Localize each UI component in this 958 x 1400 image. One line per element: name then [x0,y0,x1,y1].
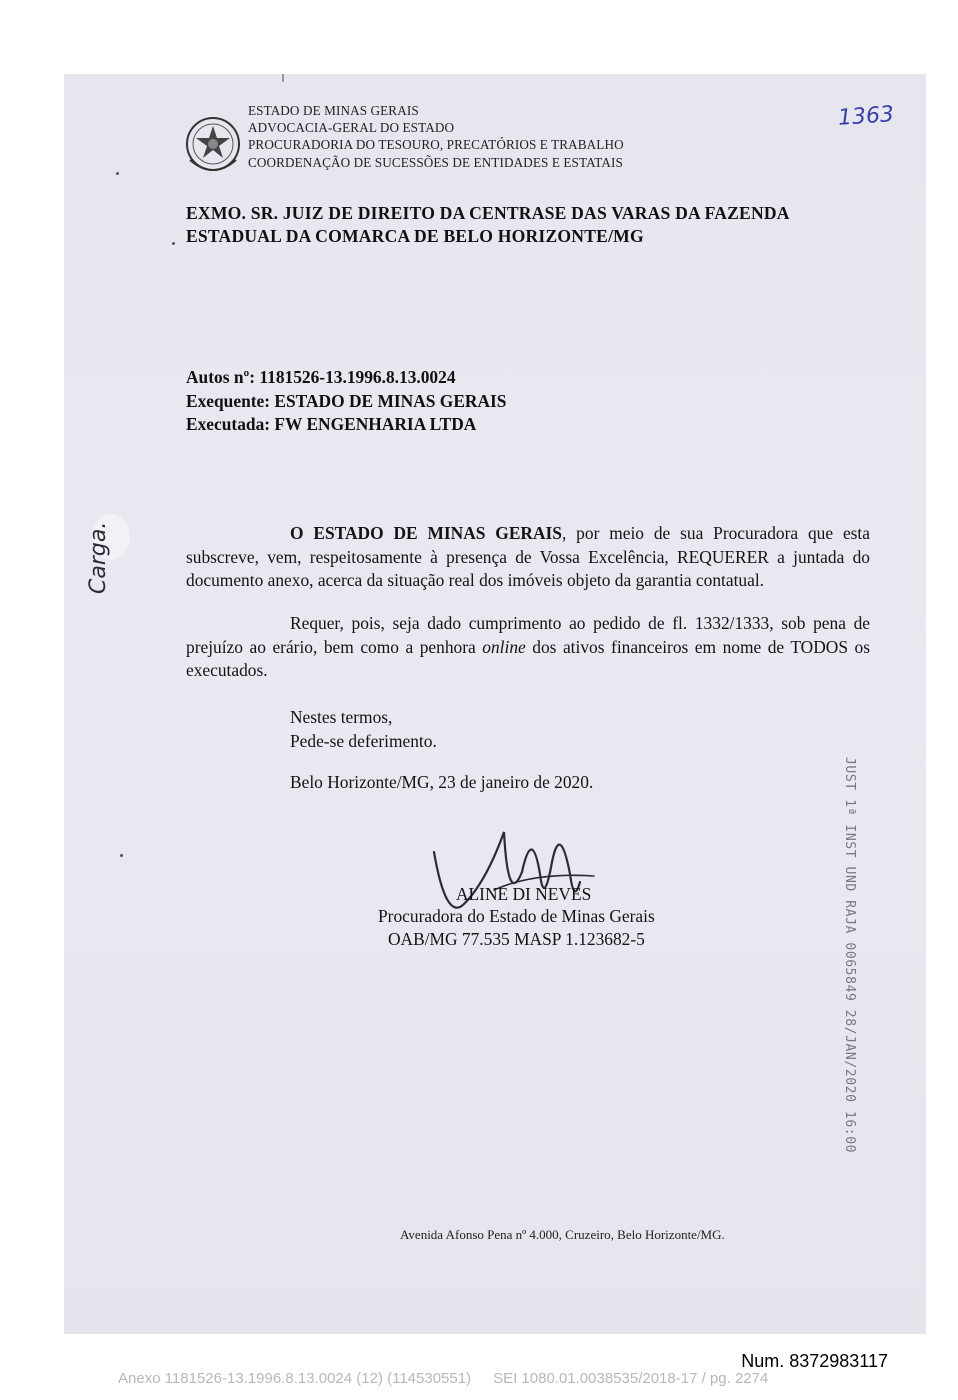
folio-number: 1363 [837,102,895,131]
scan-mark [282,74,284,82]
footer-process: SEI 1080.01.0038535/2018-17 / pg. 2274 [493,1370,769,1387]
addressee-line: ESTADUAL DA COMARCA DE BELO HORIZONTE/MG [186,226,644,246]
paragraph-text: , por meio de sua Procuradora que esta subscreve, vem, respeitosamente à presença de Vossa Excelência, REQUERER a juntada do documento anexo, acerca da situação real dos imóveis objeto da garantia contatual. [186,523,870,591]
paragraph-request [186,522,870,593]
footer-attachment: Anexo 1181526-13.1996.8.13.0024 (12) (114530551) [118,1370,472,1387]
page-footer [118,1370,840,1387]
closing-line: Nestes termos, [290,707,393,727]
case-plaintiff: Exequente: ESTADO DE MINAS GERAIS [186,390,507,411]
protocol-stamp: JUST 1ª INST UND RAJA 0065849 28/JAN/2020 16:00 [842,757,857,1154]
signer-registration: OAB/MG 77.535 MASP 1.123682-5 [388,929,645,949]
addressee-line: EXMO. SR. JUIZ DE DIREITO DA CENTRASE DAS VARAS DA FAZENDA [186,203,790,223]
document-number: Num. 8372983117 [741,1351,888,1371]
letterhead [248,102,624,171]
paragraph-text: dos ativos financeiros em nome de TODOS os executados. [186,636,871,681]
paragraph-italic: online [482,636,526,657]
case-number: Autos nº: 1181526-13.1996.8.13.0024 [186,367,456,387]
case-defendant: Executada: FW ENGENHARIA LTDA [186,414,477,434]
letterhead-line: ADVOCACIA-GERAL DO ESTADO [248,120,455,136]
letterhead-line: ESTADO DE MINAS GERAIS [248,103,419,118]
letterhead-line: COORDENAÇÃO DE SUCESSÕES DE ENTIDADES E ESTATAIS [248,154,623,170]
case-info [186,366,506,437]
closing [290,706,437,753]
signer-role: Procuradora do Estado de Minas Gerais [378,906,655,926]
scan-speck [120,854,123,857]
paragraph-petition [186,612,870,683]
scan-speck [116,172,119,175]
signer-name: ALINE DI NEVES [456,884,592,904]
closing-line: Pede-se deferimento. [290,730,437,751]
state-seal-icon [184,114,242,176]
place-date: Belo Horizonte/MG, 23 de janeiro de 2020. [290,772,594,792]
scan-speck [172,242,175,245]
paragraph-text: Requer, pois, seja dado cumprimento ao pedido de fl. 1332/1333, sob pena de prejuízo ao erário, bem como a penhora [186,613,870,657]
margin-note: Carga. [86,521,111,594]
addressee [186,202,876,248]
office-address: Avenida Afonso Pena nº 4.000, Cruzeiro, Belo Horizonte/MG. [400,1227,725,1242]
scanned-page [64,74,926,1334]
letterhead-line: PROCURADORIA DO TESOURO, PRECATÓRIOS E TRABALHO [248,137,624,153]
party-name: O ESTADO DE MINAS GERAIS [290,523,562,543]
